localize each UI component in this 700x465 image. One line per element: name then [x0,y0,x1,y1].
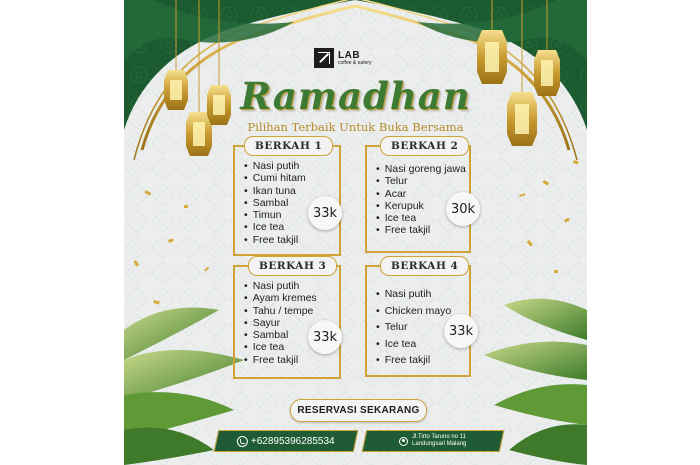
package-name: BERKAH 3 [248,256,337,276]
package-name: BERKAH 4 [380,256,469,276]
package-card-berkah-1 [234,140,340,255]
list-item: • Free takjil [376,352,451,369]
phone-icon [237,436,248,447]
list-item: • Nasi putih [244,280,317,292]
package-items [244,160,306,246]
package-card-berkah-2 [366,140,476,252]
package-price: 33k [308,320,342,354]
address-contact[interactable] [362,430,505,452]
poster-subtitle: Pilihan Terbaik Untuk Buka Bersama [247,120,464,134]
lab-logo-icon [314,48,334,68]
list-item: • Timun [244,209,306,221]
list-item: • Telur [376,319,451,336]
package-items [376,286,451,369]
package-price: 33k [444,314,478,348]
list-item: • Kerupuk [376,200,466,212]
brand-name: LAB [338,49,361,61]
list-item: • Ikan tuna [244,185,306,197]
list-item: • Nasi putih [244,160,306,172]
list-item: • Sambal [244,329,317,341]
list-item: • Tahu / tempe [244,305,317,317]
poster-background [124,0,587,465]
package-items [244,280,317,366]
phone-number: +62895396285534 [251,435,335,447]
address-line-2: Landungsari Malang [412,441,467,447]
package-price: 33k [308,196,342,230]
address-line-1: Jl.Tirto Taruno no 11 [412,434,467,440]
package-price: 30k [446,192,480,226]
package-name: BERKAH 2 [380,136,469,156]
poster-title: Ramadhan [240,74,471,118]
list-item: • Nasi goreng jawa [376,163,466,175]
list-item: • Nasi putih [376,286,451,303]
list-item: • Telur [376,175,466,187]
ramadhan-poster [124,0,587,465]
brand-tagline: coffee & eatery [338,59,372,66]
list-item: • Ice tea [376,336,451,353]
list-item: • Ice tea [244,221,306,233]
list-item: • Free takjil [244,234,306,246]
list-item: • Cumi hitam [244,172,306,184]
list-item: • Ayam kremes [244,292,317,304]
list-item: • Acar [376,188,466,200]
list-item: • Free takjil [244,354,317,366]
location-pin-icon [399,437,408,446]
list-item: • Free takjil [376,224,466,236]
package-card-berkah-4 [366,260,474,376]
package-name: BERKAH 1 [244,136,333,156]
list-item: • Ice tea [376,212,466,224]
brand-logo [314,48,372,68]
list-item: • Sayur [244,317,317,329]
package-card-berkah-3 [234,260,340,378]
list-item: • Sambal [244,197,306,209]
list-item: • Ice tea [244,341,317,353]
list-item: • Chicken mayo [376,303,451,320]
reservation-button[interactable]: RESERVASI SEKARANG [290,399,427,422]
phone-contact[interactable] [214,430,359,452]
